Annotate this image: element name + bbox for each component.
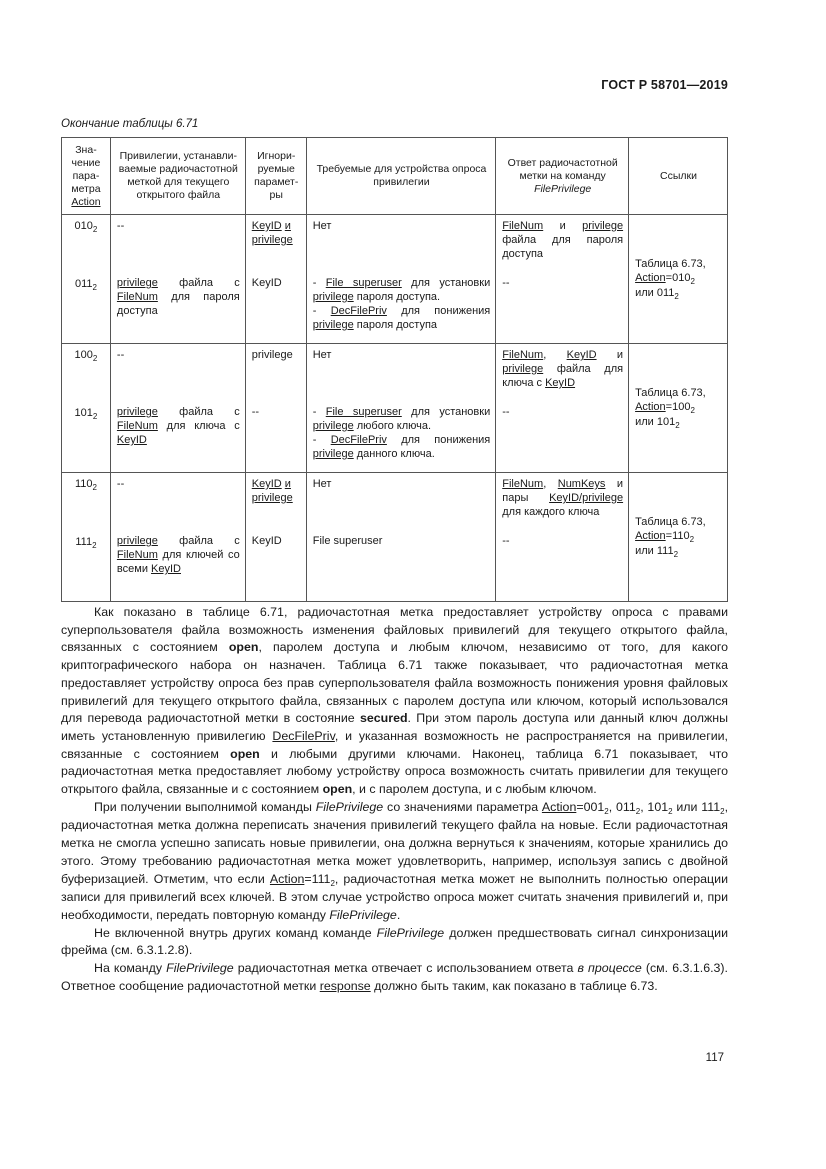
table-row	[62, 215, 728, 344]
ignored-params-cell: KeyID и privilege KeyID	[245, 473, 306, 602]
required-privileges-cell: Нет File superuser	[306, 473, 496, 602]
col-header-action: Зна- чение пара- метра Action	[62, 138, 111, 215]
set-privileges-cell: -- privilege файла с FileNum для пароля доступа	[110, 215, 245, 344]
col-header-required-privileges: Требуемые для устройства опроса привилегии	[306, 138, 496, 215]
col-header-tag-response: Ответ радиочастотной метки на команду FilePrivilege	[496, 138, 629, 215]
col-header-ignored-params: Игнори-руемые парамет-ры	[245, 138, 306, 215]
ignored-params-cell: KeyID и privilege KeyID	[245, 215, 306, 344]
paragraph: При получении выполнимой команды FilePrivilege со значениями параметра $Action=001_2$, $011_2$, $101_2$ или $111_2$, радиочастотная метка должна переписать значения привилегий текущего файла на новые. Если радиочастотная метка не смогла успешно записать новые привилегии, она должна вернуться к значениям, которые хранились до этого. Этому требованию радиочастотная метка может удовлетворить, например, используя запись с двойной буферизацией. Отметим, что если $Action=111_2$, радиочастотная метка может не выполнить полностью операции записи для привилегий всех ключей. В этом случае устройство опроса может считать значения привилегий и, при необходимости, передать повторную команду FilePrivilege.	[61, 799, 729, 922]
privileges-table	[61, 137, 728, 602]
paragraph: Не включенной внутрь других команд команде FilePrivilege должен предшествовать сигнал синхронизации фрейма (см. 6.3.1.2.8).	[61, 925, 728, 958]
table-row	[62, 473, 728, 602]
table-caption: Окончание таблицы 6.71	[61, 118, 199, 130]
references-cell: Таблица 6.73, $Action=010_2$ или $011_2$	[629, 215, 728, 344]
set-privileges-cell: -- privilege файла с FileNum для ключей со всеми KeyID	[110, 473, 245, 602]
body-text	[61, 604, 728, 995]
required-privileges-cell: Нет - File superuser для установки privilege любого ключа. - DecFilePriv для понижения privilege данного ключа.	[306, 344, 496, 473]
tag-response-cell: FileNum, NumKeys и пары KeyID/privilege для каждого ключа --	[496, 473, 629, 602]
ignored-params-cell: privilege --	[245, 344, 306, 473]
page-number: 117	[705, 1052, 724, 1064]
table-header-row	[62, 138, 728, 215]
document-standard-number: ГОСТ Р 58701—2019	[601, 78, 728, 92]
action-cell: $010_2$ $011_2$	[62, 215, 111, 344]
action-cell: $100_2$ $101_2$	[62, 344, 111, 473]
tag-response-cell: FileNum, KeyID и privilege файла для ключа с KeyID --	[496, 344, 629, 473]
references-cell: Таблица 6.73, $Action=110_2$ или $111_2$	[629, 473, 728, 602]
paragraph: На команду FilePrivilege радиочастотная метка отвечает с использованием ответа в процессе (см. 6.3.1.6.3). Ответное сообщение радиочастотной метки response должно быть таким, как показано в таблице 6.73.	[61, 961, 728, 993]
references-cell: Таблица 6.73, $Action=100_2$ или $101_2$	[629, 344, 728, 473]
required-privileges-cell: Нет - File superuser для установки privilege пароля доступа. - DecFilePriv для понижения privilege пароля доступа	[306, 215, 496, 344]
set-privileges-cell: -- privilege файла с FileNum для ключа с KeyID	[110, 344, 245, 473]
tag-response-cell: FileNum и privilege файла для пароля доступа --	[496, 215, 629, 344]
col-header-references: Ссылки	[629, 138, 728, 215]
paragraph: Как показано в таблице 6.71, радиочастотная метка предоставляет устройству опроса с правами суперпользователя файла возможность изменения файловых привилегий для текущего открытого файла, связанных с состоянием open, паролем доступа и любым ключом, независимо от того, для какого криптографического набора он назначен. Таблица 6.71 также показывает, что радиочастотная метка предоставляет устройству опроса без прав суперпользователя файла возможность понижения уровня файловых привилегий для текущего открытого файла, связанных с паролем доступа или ключом, который использовался для перевода радиочастотной метки в состояние secured. При этом пароль доступа или данный ключ должны иметь установленную привилегию DecFilePriv, и указанная возможность не распространяется на привилегии, связанные с состоянием open и любыми другими ключами. Наконец, таблица 6.71 показывает, что радиочастотная метка предоставляет любому устройству опроса возможность считать привилегии для текущего открытого файла, связанные и с состоянием open, и с паролем доступа, и с любым ключом.	[61, 605, 729, 797]
action-cell: $110_2$ $111_2$	[62, 473, 111, 602]
table-row	[62, 344, 728, 473]
col-header-set-privileges: Привилегии, устанавли-ваемые радиочастотной меткой для текущего открытого файла	[110, 138, 245, 215]
